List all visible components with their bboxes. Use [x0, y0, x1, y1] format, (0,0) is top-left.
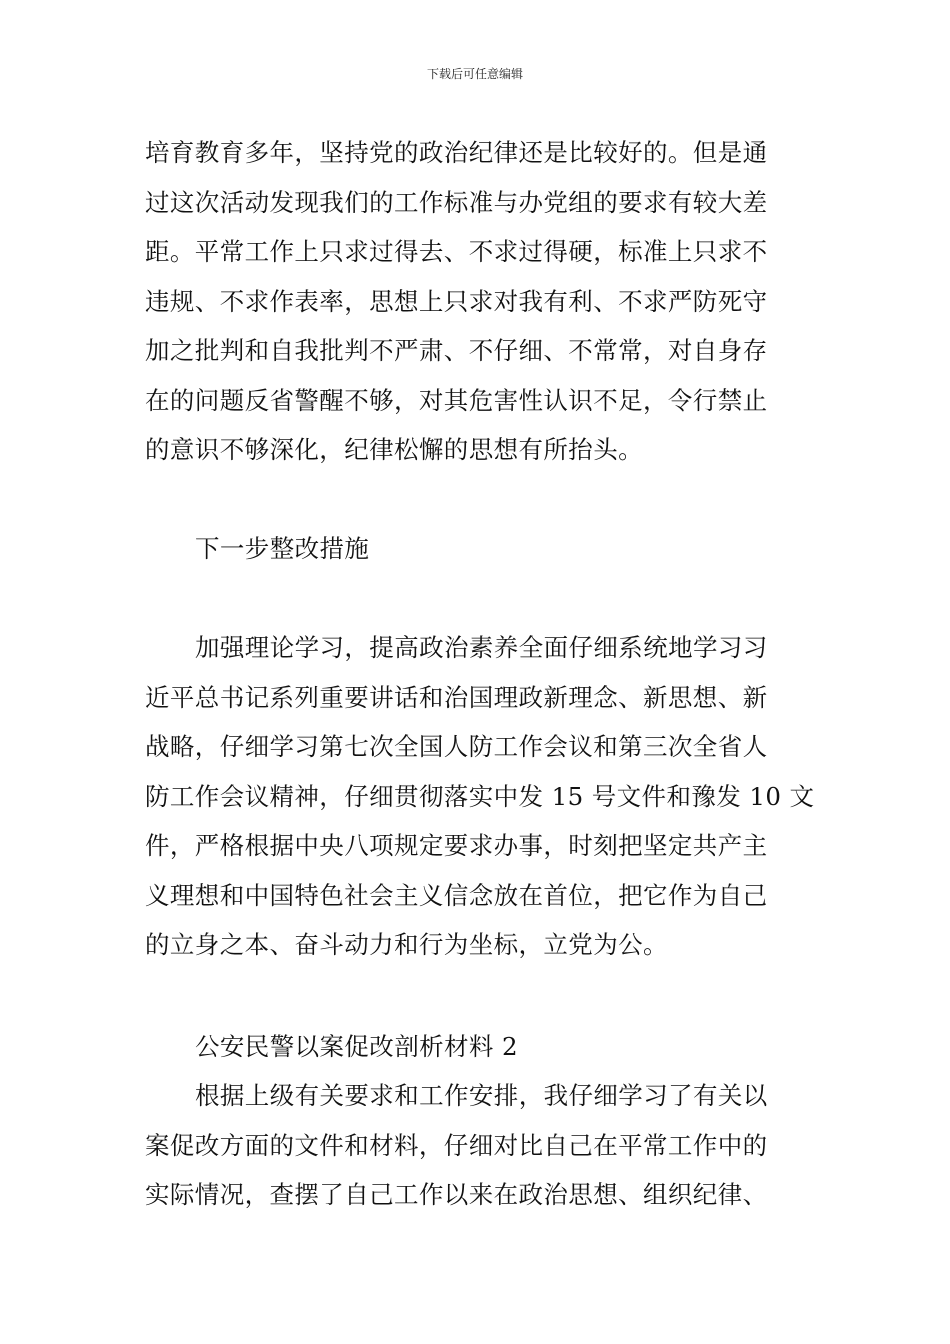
paragraph-line: 培育教育多年，坚持党的政治纪律还是比较好的。但是通	[145, 138, 768, 167]
section-heading-text: 公安民警以案促改剖析材料 2	[195, 1032, 518, 1061]
paragraph-line: 在的问题反省警醒不够，对其危害性认识不足，令行禁止	[145, 385, 768, 415]
paragraph-line: 义理想和中国特色社会主义信念放在首位，把它作为自己	[145, 880, 768, 910]
section-heading-text: 下一步整改措施	[195, 534, 370, 563]
paragraph-line: 防工作会议精神，仔细贯彻落实中发 15 号文件和豫发 10 文	[145, 781, 815, 811]
paragraph-line: 加之批判和自我批判不严肃、不仔细、不常常，对自身存	[145, 336, 768, 365]
paragraph-line: 过这次活动发现我们的工作标准与办党组的要求有较大差	[145, 187, 768, 217]
paragraph-line: 违规、不求作表率，思想上只求对我有利、不求严防死守	[145, 286, 768, 316]
paragraph-line: 距。平常工作上只求过得去、不求过得硬，标准上只求不	[145, 237, 768, 266]
paragraph-line: 案促改方面的文件和材料，仔细对比自己在平常工作中的	[145, 1130, 768, 1160]
section-heading-next-steps	[145, 524, 808, 574]
paragraph-3	[145, 1071, 808, 1220]
paragraph-line: 加强理论学习，提高政治素养全面仔细系统地学习习	[195, 633, 768, 662]
page-header: 下载后可任意编辑	[426, 67, 523, 81]
section-heading-material-2	[145, 1022, 808, 1072]
paragraph-line: 的立身之本、奋斗动力和行为坐标，立党为公。	[145, 930, 668, 959]
paragraph-2	[145, 623, 815, 970]
paragraph-line: 根据上级有关要求和工作安排，我仔细学习了有关以	[195, 1081, 768, 1110]
paragraph-line: 件，严格根据中央八项规定要求办事，时刻把坚定共产主	[145, 831, 768, 860]
paragraph-line: 的意识不够深化，纪律松懈的思想有所抬头。	[145, 435, 643, 464]
paragraph-line: 战略，仔细学习第七次全国人防工作会议和第三次全省人	[145, 732, 768, 761]
paragraph-1	[145, 128, 808, 475]
paragraph-line: 近平总书记系列重要讲话和治国理政新理念、新思想、新	[145, 682, 768, 712]
paragraph-line: 实际情况，查摆了自己工作以来在政治思想、组织纪律、	[145, 1180, 768, 1209]
